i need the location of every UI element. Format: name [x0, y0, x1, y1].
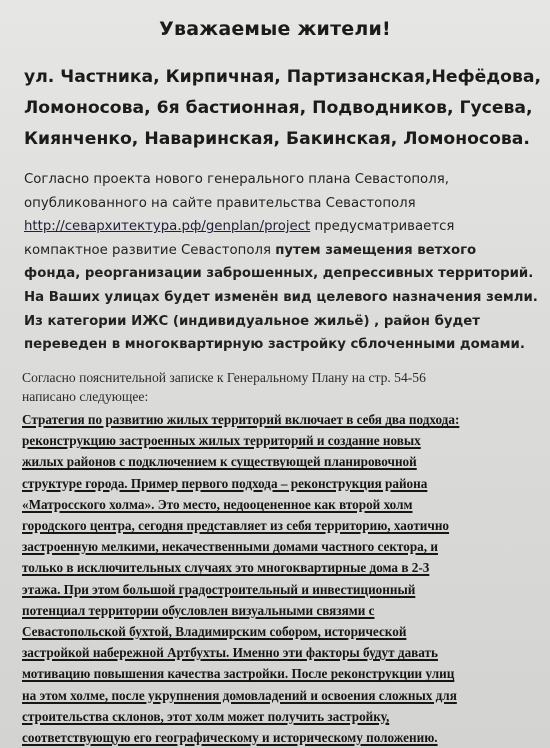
streets-line: Киянченко, Наваринская, Бакинская, Ломоносова. [24, 129, 530, 149]
quote-line: строительства склонов, этот холм может получить застройку, [22, 708, 390, 724]
intro-line: Из категории ИЖС (индивидуальное жильё) , район будет [24, 313, 481, 329]
streets-line: Ломоносова, 6я бастионная, Подводников, Гусева, [24, 98, 533, 118]
intro-text: предусматривается [310, 219, 455, 235]
intro-line: На Ваших улицах будет изменён вид целевого назначения земли. [24, 289, 538, 305]
streets-list [24, 62, 541, 155]
quote-line: мотивацию повышения качества застройки. После реконструкции улиц [22, 666, 455, 682]
streets-line: ул. Частника, Кирпичная, Партизанская,Нефёдова, [24, 67, 541, 87]
quote-line: «Матросского холма». Это место, недооцененное как второй холм [22, 496, 413, 512]
quote-line: потенциал территории обусловлен визуальными связями с [22, 602, 375, 618]
quote-line: городского центра, сегодня представляет из себя территорию, хаотично [22, 518, 450, 534]
intro-line: опубликованного на сайте правительства Севастополя [24, 195, 416, 211]
note-line: Согласно пояснительной записке к Генеральному Плану на стр. 54-56 [22, 370, 426, 385]
intro-paragraph [24, 168, 544, 357]
genplan-quote [22, 409, 542, 748]
note-line: написано следующее: [22, 389, 149, 404]
intro-line [24, 215, 544, 239]
quote-line: этажа. При этом большой градостроительный и инвестиционный [22, 581, 416, 597]
quote-line: на этом холме, после укрупнения домовладений и освоения сложных для [22, 687, 457, 703]
intro-line: переведен в многоквартирную застройку сблоченными домами. [24, 337, 525, 353]
explanatory-note-intro [22, 368, 542, 406]
quote-line: застроенную мелкими, некачественными домами частного сектора, и [22, 539, 438, 555]
intro-line: Согласно проекта нового генерального плана Севастополя, [24, 172, 449, 187]
leaflet-title: Уважаемые жители! [159, 18, 391, 40]
quote-line: Стратегия по развитию жилых территорий включает в себя два подхода: [22, 412, 460, 427]
quote-line: застройкой набережной Артбухты. Именно эти факторы будут давать [22, 645, 438, 661]
quote-line: жилых районов с подключением к существующей планировочной [22, 454, 417, 470]
intro-line [24, 239, 544, 263]
quote-line: только в исключительных случаях это многоквартирные дома в 2-3 [22, 560, 430, 576]
intro-text: компактное развитие Севастополя [24, 242, 276, 258]
quote-line: Севастопольской бухтой, Владимирским собором, исторической [22, 624, 407, 640]
genplan-link[interactable]: http://севархитектура.рф/genplan/project [24, 219, 311, 235]
intro-bold-text: путем замещения ветхого [275, 242, 477, 258]
quote-line: реконструкцию застроенных жилых территорий и создание новых [22, 433, 421, 449]
quote-line: структуре города. Пример первого подхода – реконструкция района [22, 475, 428, 491]
intro-line: фонда, реорганизации заброшенных, депрессивных территорий. [24, 266, 534, 282]
quote-line: соответствующую его географическому и историческому положению. [22, 730, 438, 746]
